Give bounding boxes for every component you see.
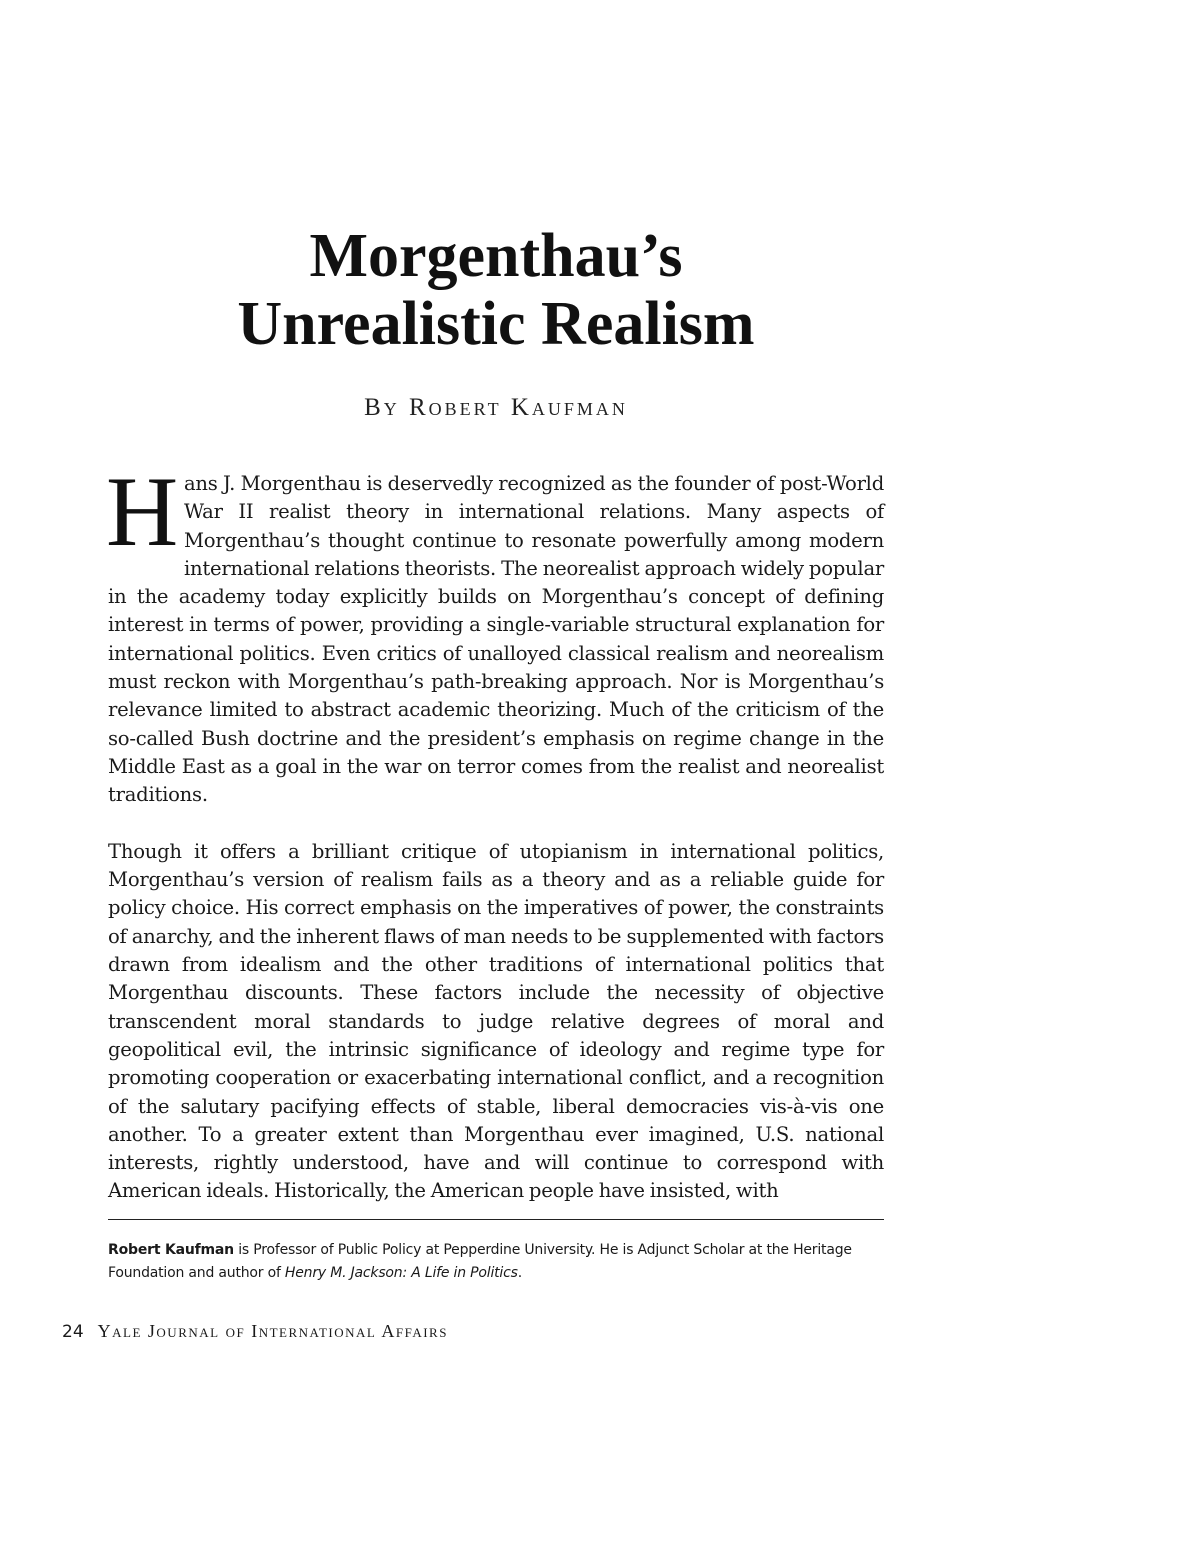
paragraph-1 (106, 456, 884, 810)
article-title (108, 222, 884, 358)
drop-cap: H (106, 456, 178, 567)
byline: By Robert Kaufman (364, 394, 628, 421)
journal-name: Yale Journal of International Affairs (97, 1321, 448, 1341)
footnote-text: is Professor of Public Policy at Pepperdine University. He is Adjunct Scholar at the Heritage Foundation and author of (108, 1242, 852, 1281)
footnote-end: . (517, 1265, 522, 1281)
footnote-book-title: Henry M. Jackson: A Life in Politics (284, 1265, 518, 1281)
author-footnote (108, 1239, 884, 1285)
paragraph-2: Though it offers a brilliant critique of utopianism in international politics, Morgenthau’s version of realism fails as a theory and as a reliable guide for policy choice. His correct emphasis on the imperatives of power, the constraints of anarchy, and the inherent flaws of man needs to be supplemented with factors drawn from idealism and the other traditions of international politics that Morgenthau discounts. These factors include the necessity of objective transcendent moral standards to judge relative degrees of moral and geopolitical evil, the intrinsic significance of ideology and regime type for promoting cooperation or exacerbating international conflict, and a recognition of the salutary pacifying effects of stable, liberal democracies vis-à-vis one another. To a greater extent than Morgenthau ever imagined, U.S. national interests, rightly understood, have and will continue to correspond with American ideals. Historically, the American people have insisted, with (108, 839, 884, 1203)
footnote-author-name: Robert Kaufman (108, 1242, 234, 1258)
title-line-2: Unrealistic Realism (237, 290, 755, 358)
page-footer (62, 1321, 448, 1342)
article-body (106, 456, 884, 1234)
page-number: 24 (62, 1322, 84, 1342)
footnote-rule (108, 1219, 884, 1220)
paragraph-1-text: ans J. Morgenthau is deservedly recognized as the founder of post-World War II realist theory in international relations. Many aspects of Morgenthau’s thought continue to resonate powerfully among modern international relations theorists. The neorealist approach widely popular in the academy today explicitly builds on Morgenthau’s concept of defining interest in terms of power, providing a single-variable structural explanation for international politics. Even critics of unalloyed classical realism and neorealism must reckon with Morgenthau’s path-breaking approach. Nor is Morgenthau’s relevance limited to abstract academic theorizing. Much of the criticism of the so-called Bush doctrine and the president’s emphasis on regime change in the Middle East as a goal in the war on terror comes from the realist and neorealist traditions. (108, 472, 884, 807)
title-line-1: Morgenthau’s (309, 222, 683, 290)
